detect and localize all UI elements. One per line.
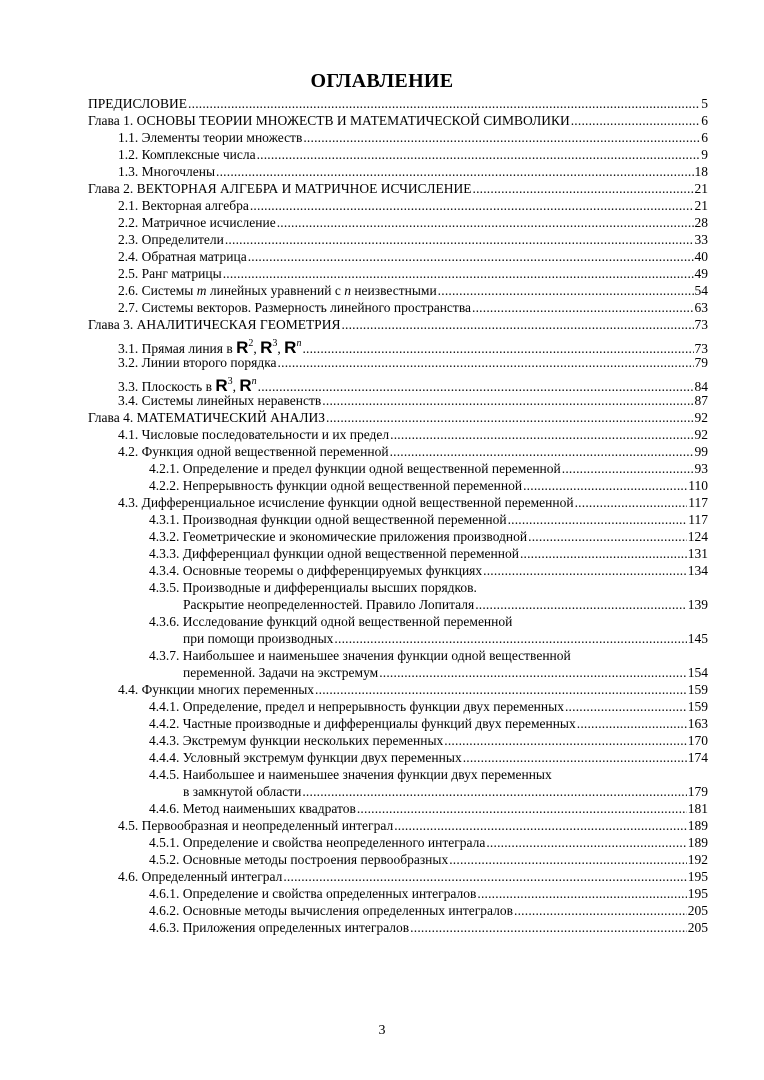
leader-dots [390,426,693,443]
real-space-symbol: R [284,338,297,357]
toc-entry-4-3-5[interactable]: Раскрытие неопределенностей. Правило Лопиталя ..... 139 [88,596,708,613]
toc-entry-2-2[interactable]: 2.2. Матричное исчисление ..... 28 [88,214,708,231]
leader-dots [216,163,693,180]
toc-entry-2-7[interactable]: 2.7. Системы векторов. Размерность линейного пространства ..... 63 [88,299,708,316]
leader-dots [565,698,687,715]
leader-dots [326,409,693,426]
leader-dots [528,528,687,545]
toc-entry-4-3-6[interactable]: при помощи производных ..... 145 [88,630,708,647]
variable-n: n [344,283,351,298]
toc-entry-chapter-4[interactable]: Глава 4. МАТЕМАТИЧЕСКИЙ АНАЛИЗ ..... 92 [88,409,708,426]
toc-entry-4-4-2[interactable]: 4.4.2. Частные производные и дифференциалы функций двух переменных ..... 163 [88,715,708,732]
leader-dots [444,732,686,749]
toc-entry-4-3-3[interactable]: 4.3.3. Дифференциал функции одной вещественной переменной ..... 131 [88,545,708,562]
toc-entry-1-3[interactable]: 1.3. Многочлены ..... 18 [88,163,708,180]
toc-entry-4-4-5[interactable]: в замкнутой области ..... 179 [88,783,708,800]
toc-entry-4-4[interactable]: 4.4. Функции многих переменных ..... 159 [88,681,708,698]
leader-dots [438,282,694,299]
real-space-symbol: R [236,338,249,357]
toc-entry-4-2-1[interactable]: 4.2.1. Определение и предел функции одной вещественной переменной ..... 93 [88,460,708,477]
table-of-contents [88,95,708,936]
leader-dots [322,392,693,409]
leader-dots [303,129,700,146]
toc-entry-3-4[interactable]: 3.4. Системы линейных неравенств ..... 87 [88,392,708,409]
leader-dots [379,664,687,681]
toc-entry-3-3[interactable]: 3.3. Плоскость в $R^3$, $R^n$ ..... 84 [88,371,708,392]
toc-entry-4-3[interactable]: 4.3. Дифференциальное исчисление функции одной вещественной переменной ..... 117 [88,494,708,511]
leader-dots [334,630,686,647]
leader-dots [277,214,694,231]
toc-entry-4-4-4[interactable]: 4.4.4. Условный экстремум функции двух переменных ..... 174 [88,749,708,766]
toc-entry-chapter-2[interactable]: Глава 2. ВЕКТОРНАЯ АЛГЕБРА И МАТРИЧНОЕ ИСЧИСЛЕНИЕ ..... 21 [88,180,708,197]
toc-entry-4-4-3[interactable]: 4.4.3. Экстремум функции нескольких переменных ..... 170 [88,732,708,749]
toc-entry-2-5[interactable]: 2.5. Ранг матрицы ..... 49 [88,265,708,282]
toc-entry-2-1[interactable]: 2.1. Векторная алгебра ..... 21 [88,197,708,214]
toc-entry-4-6-2[interactable]: 4.6.2. Основные методы вычисления определенных интегралов ..... 205 [88,902,708,919]
leader-dots [394,817,687,834]
toc-entry-4-3-7-heading[interactable]: 4.3.7. Наибольшее и наименьшее значения функции одной вещественной [149,648,571,663]
leader-dots [283,868,686,885]
leader-dots [571,112,701,129]
leader-dots [486,834,686,851]
real-space-symbol: R [239,376,252,395]
toc-entry-4-5-2[interactable]: 4.5.2. Основные методы построения первообразных ..... 192 [88,851,708,868]
toc-entry-4-3-7[interactable]: переменной. Задачи на экстремум ..... 154 [88,664,708,681]
leader-dots [278,354,694,371]
toc-entry-4-3-2[interactable]: 4.3.2. Геометрические и экономические приложения производной ..... 124 [88,528,708,545]
toc-entry-preface[interactable]: ПРЕДИСЛОВИЕ ..... 5 [88,95,708,112]
leader-dots [302,783,686,800]
toc-entry-4-3-1[interactable]: 4.3.1. Производная функции одной вещественной переменной ..... 117 [88,511,708,528]
leader-dots [514,902,687,919]
leader-dots [410,919,687,936]
toc-entry-4-6-3[interactable]: 4.6.3. Приложения определенных интегралов ..... 205 [88,919,708,936]
leader-dots [257,146,701,163]
toc-entry-2-6[interactable]: 2.6. Системы m линейных уравнений с n неизвестными ..... 54 [88,282,708,299]
page-number: 3 [378,1023,386,1038]
leader-dots [248,248,694,265]
toc-entry-4-5-1[interactable]: 4.5.1. Определение и свойства неопределенного интеграла ..... 189 [88,834,708,851]
leader-dots [562,460,694,477]
toc-entry-1-2[interactable]: 1.2. Комплексные числа ..... 9 [88,146,708,163]
leader-dots [390,443,694,460]
toc-entry-2-4[interactable]: 2.4. Обратная матрица ..... 40 [88,248,708,265]
leader-dots [472,299,693,316]
leader-dots [315,681,687,698]
toc-entry-4-3-4[interactable]: 4.3.4. Основные теоремы о дифференцируемых функциях ..... 134 [88,562,708,579]
toc-entry-4-1[interactable]: 4.1. Числовые последовательности и их предел ..... 92 [88,426,708,443]
real-space-symbol: R [260,338,273,357]
toc-entry-chapter-3[interactable]: Глава 3. АНАЛИТИЧЕСКАЯ ГЕОМЕТРИЯ ..... 73 [88,316,708,333]
toc-entry-4-4-1[interactable]: 4.4.1. Определение, предел и непрерывность функции двух переменных ..... 159 [88,698,708,715]
toc-entry-1-1[interactable]: 1.1. Элементы теории множеств ..... 6 [88,129,708,146]
leader-dots [463,749,687,766]
leader-dots [341,316,693,333]
leader-dots [188,95,700,112]
toc-entry-4-4-5-heading[interactable]: 4.4.5. Наибольшее и наименьшее значения функции двух переменных [149,767,552,782]
page-title: ОГЛАВЛЕНИЕ [310,70,454,92]
toc-entry-4-2-2[interactable]: 4.2.2. Непрерывность функции одной вещественной переменной ..... 110 [88,477,708,494]
leader-dots [520,545,687,562]
toc-entry-2-3[interactable]: 2.3. Определители ..... 33 [88,231,708,248]
leader-dots [223,265,694,282]
toc-entry-4-3-5-heading[interactable]: 4.3.5. Производные и дифференциалы высших порядков. [149,580,477,595]
leader-dots [475,596,687,613]
toc-entry-3-2[interactable]: 3.2. Линии второго порядка ..... 79 [88,354,708,371]
leader-dots [357,800,687,817]
leader-dots [225,231,694,248]
leader-dots [577,715,687,732]
toc-entry-4-3-6-heading[interactable]: 4.3.6. Исследование функций одной вещественной переменной [149,614,513,629]
toc-entry-chapter-1[interactable]: Глава 1. ОСНОВЫ ТЕОРИИ МНОЖЕСТВ И МАТЕМАТИЧЕСКОЙ СИМВОЛИКИ ..... 6 [88,112,708,129]
leader-dots [523,477,687,494]
leader-dots [477,885,686,902]
toc-entry-4-2[interactable]: 4.2. Функция одной вещественной переменной ..... 99 [88,443,708,460]
variable-m: m [196,283,207,298]
toc-entry-4-5[interactable]: 4.5. Первообразная и неопределенный интеграл ..... 189 [88,817,708,834]
leader-dots [250,197,694,214]
toc-entry-4-4-6[interactable]: 4.4.6. Метод наименьших квадратов ..... 181 [88,800,708,817]
real-space-symbol: R [215,376,228,395]
leader-dots [449,851,687,868]
leader-dots [575,494,688,511]
leader-dots [508,511,688,528]
leader-dots [483,562,687,579]
toc-entry-4-6[interactable]: 4.6. Определенный интеграл ..... 195 [88,868,708,885]
toc-entry-4-6-1[interactable]: 4.6.1. Определение и свойства определенных интегралов ..... 195 [88,885,708,902]
toc-entry-3-1[interactable]: 3.1. Прямая линия в $R^2$, $R^3$, $R^n$ ..... 73 [88,333,708,354]
leader-dots [473,180,694,197]
